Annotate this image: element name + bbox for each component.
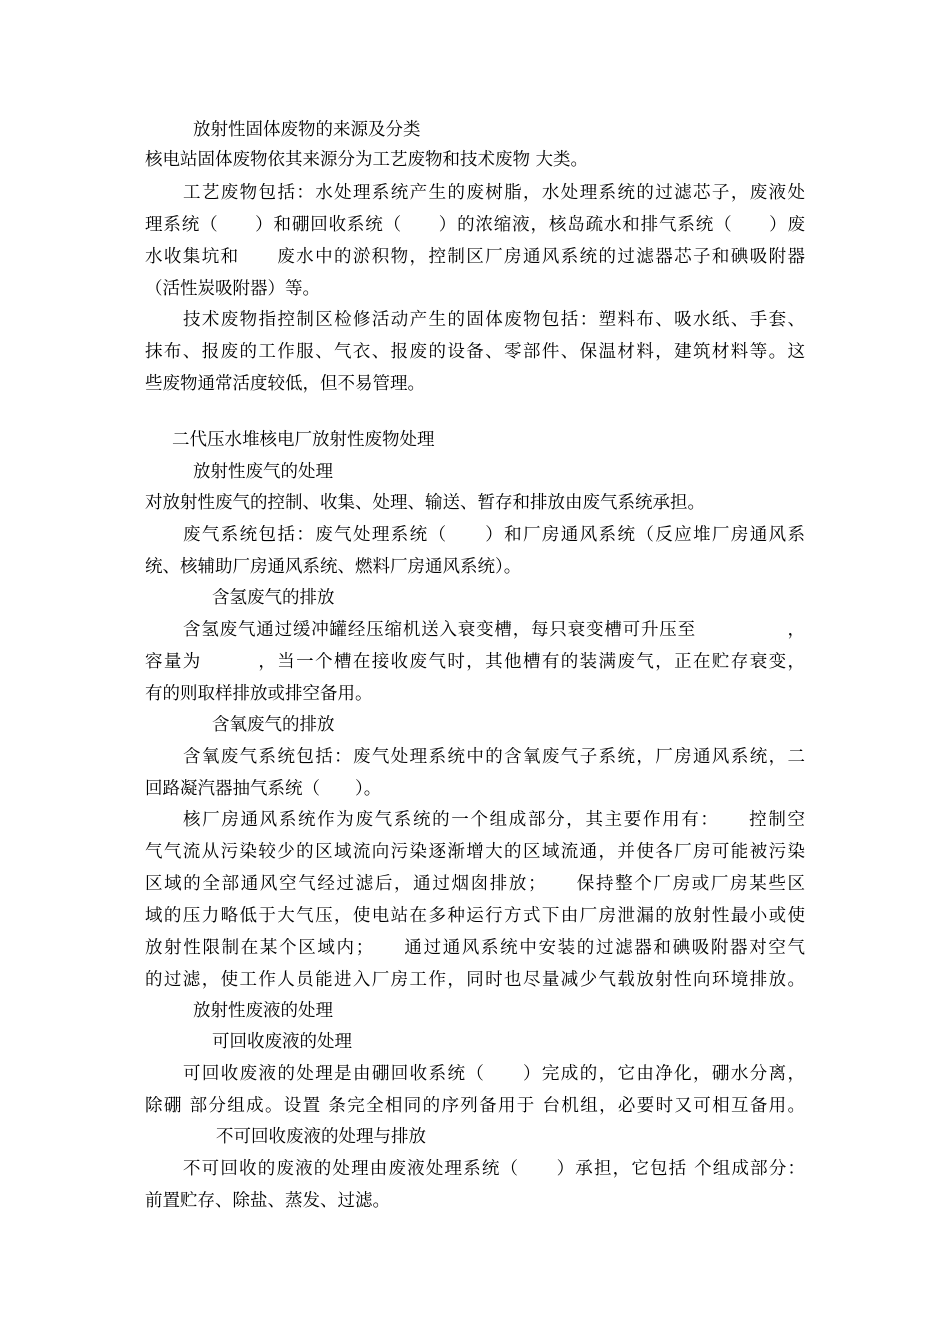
text-line: 二代压水堆核电厂放射性废物处理 [172, 430, 435, 450]
text-line: 有的则取样排放或排空备用。 [145, 684, 373, 704]
text-line: 对放射性废气的控制、收集、处理、输送、暂存和排放由废气系统承担。 [145, 493, 705, 513]
text-line: 不可回收废液的处理与排放 [216, 1127, 426, 1147]
text-line: 核电站固体废物依其来源分为工艺废物和技术废物 大类。 [145, 150, 589, 170]
text-line: 放射性废液的处理 [193, 1001, 333, 1021]
text-line: 前置贮存、除盐、蒸发、过滤。 [145, 1191, 390, 1211]
text-line: 回路凝汽器抽气系统（ ）。 [145, 779, 382, 799]
text-line: 抹布、报废的工作服、气衣、报废的设备、零部件、保温材料，建筑材料等。这 [145, 342, 807, 362]
text-line: 不可回收的废液的处理由废液处理系统（ ）承担，它包括 个组成部分： [183, 1159, 807, 1179]
text-line: 技术废物指控制区检修活动产生的固体废物包括：塑料布、吸水纸、手套、 [183, 310, 807, 330]
text-line: 可回收废液的处理是由硼回收系统（ ）完成的，它由净化，硼水分离， [183, 1064, 807, 1084]
text-line: 含氢废气的排放 [212, 588, 335, 608]
text-line: 核厂房通风系统作为废气系统的一个组成部分，其主要作用有： 控制空 [183, 810, 807, 830]
text-line: 放射性限制在某个区域内； 通过通风系统中安装的过滤器和碘吸附器对空气 [145, 938, 807, 958]
text-line: 废气系统包括：废气处理系统（ ）和厂房通风系统（反应堆厂房通风系 [183, 525, 807, 545]
text-line: 的过滤，使工作人员能进入厂房工作，同时也尽量减少气载放射性向环境排放。 [145, 970, 807, 990]
text-line: 放射性固体废物的来源及分类 [193, 120, 421, 140]
text-line: 水收集坑和 废水中的淤积物，控制区厂房通风系统的过滤器芯子和碘吸附器 [145, 247, 807, 267]
text-line: 些废物通常活度较低，但不易管理。 [145, 374, 425, 394]
text-line: 理系统（ ）和硼回收系统（ ）的浓缩液，核岛疏水和排气系统（ ）废 [145, 215, 806, 235]
text-line: 放射性废气的处理 [193, 462, 333, 482]
text-line: （活性炭吸附器）等。 [145, 279, 320, 299]
text-line: 含氧废气系统包括：废气处理系统中的含氧废气子系统，厂房通风系统，二 [183, 747, 807, 767]
text-line: 除硼 部分组成。设置 条完全相同的序列备用于 台机组，必要时又可相互备用。 [145, 1096, 807, 1116]
text-line: 含氧废气的排放 [212, 715, 335, 735]
text-line: 工艺废物包括：水处理系统产生的废树脂，水处理系统的过滤芯子，废液处 [183, 183, 807, 203]
text-line: 统、核辅助厂房通风系统、燃料厂房通风系统）。 [145, 557, 522, 577]
text-line: 容量为 ，当一个槽在接收废气时，其他槽有的装满废气，正在贮存衰变， [145, 652, 807, 672]
text-line: 含氢废气通过缓冲罐经压缩机送入衰变槽，每只衰变槽可升压至 ， [183, 620, 806, 640]
text-line: 域的压力略低于大气压，使电站在多种运行方式下由厂房泄漏的放射性最小或使 [145, 906, 807, 926]
text-line: 区域的全部通风空气经过滤后，通过烟囱排放； 保持整个厂房或厂房某些区 [145, 874, 807, 894]
text-line: 可回收废液的处理 [212, 1032, 352, 1052]
text-line: 气气流从污染较少的区域流向污染逐渐增大的区域流通，并使各厂房可能被污染 [145, 842, 807, 862]
